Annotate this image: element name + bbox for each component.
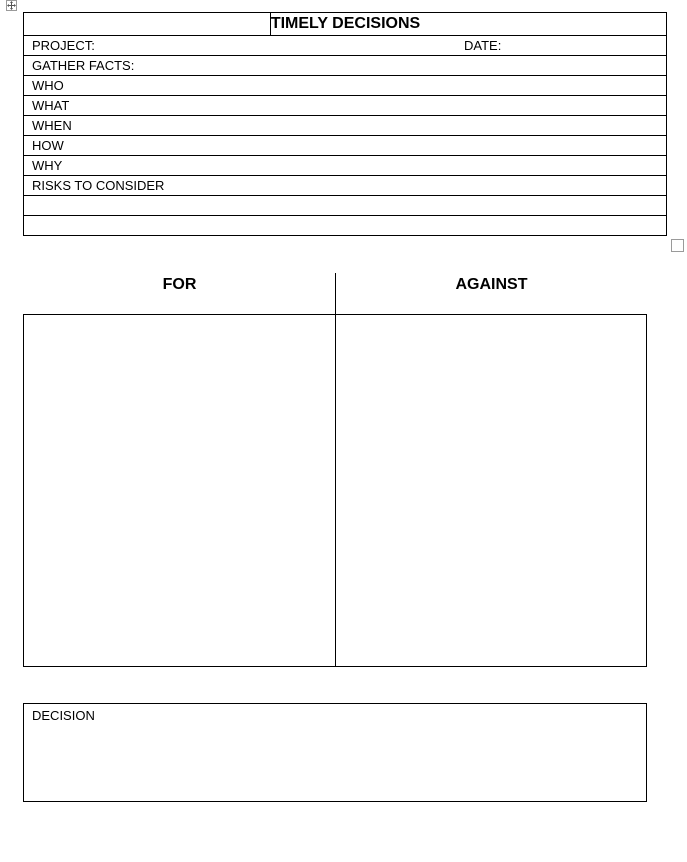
for-against-box [23, 314, 647, 667]
why-label: WHY [32, 158, 63, 173]
risks-label: RISKS TO CONSIDER [32, 178, 165, 193]
title-row [24, 13, 667, 36]
what-cell[interactable] [24, 96, 667, 116]
why-row [24, 156, 667, 176]
gather-facts-label: GATHER FACTS: [32, 58, 135, 73]
against-header: AGAINST [455, 276, 528, 293]
what-row [24, 96, 667, 116]
for-header: FOR [162, 276, 197, 293]
blank-row-1 [24, 196, 667, 216]
who-cell[interactable] [24, 76, 667, 96]
who-row [24, 76, 667, 96]
when-row [24, 116, 667, 136]
risks-cell[interactable] [24, 176, 667, 196]
what-label: WHAT [32, 98, 70, 113]
why-cell[interactable] [24, 156, 667, 176]
table-move-handle-icon[interactable] [6, 0, 17, 11]
gather-facts-row [24, 56, 667, 76]
for-area[interactable] [24, 315, 335, 666]
how-label: HOW [32, 138, 64, 153]
info-table [23, 12, 667, 236]
how-cell[interactable] [24, 136, 667, 156]
when-label: WHEN [32, 118, 72, 133]
table-resize-handle-icon[interactable] [671, 239, 684, 252]
when-cell[interactable] [24, 116, 667, 136]
project-label: PROJECT: [32, 38, 95, 53]
against-area[interactable] [336, 315, 646, 666]
project-cell[interactable] [24, 36, 667, 56]
project-row [24, 36, 667, 56]
blank-cell-2[interactable] [24, 216, 667, 236]
gather-facts-cell[interactable] [24, 56, 667, 76]
blank-cell-1[interactable] [24, 196, 667, 216]
who-label: WHO [32, 78, 64, 93]
blank-row-2 [24, 216, 667, 236]
form-title: TIMELY DECISIONS [270, 15, 421, 32]
how-row [24, 136, 667, 156]
decision-label: DECISION [32, 708, 95, 723]
decision-box[interactable] [23, 703, 647, 802]
date-label: DATE: [464, 38, 502, 53]
risks-row [24, 176, 667, 196]
title-cell[interactable] [24, 13, 667, 36]
